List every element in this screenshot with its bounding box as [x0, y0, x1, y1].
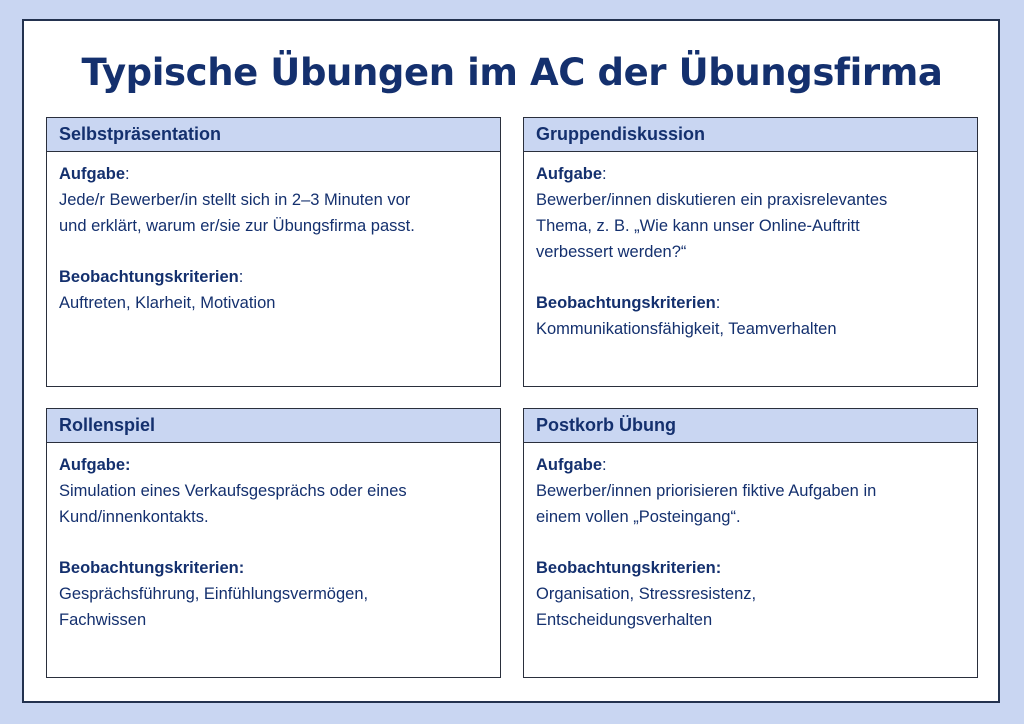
task-label: Aufgabe: [536, 456, 602, 474]
card-body: [524, 152, 977, 342]
task-label-line: [59, 161, 488, 187]
task-text-line: Kund/innenkontakts.: [59, 508, 209, 526]
card-gruppendiskussion: [523, 117, 978, 387]
task-text-line: Bewerber/innen diskutieren ein praxisrelevantes: [536, 191, 888, 209]
criteria-label: Beobachtungskriterien: [536, 294, 716, 312]
criteria-label-line: [59, 264, 488, 290]
criteria-label-line: [536, 555, 965, 581]
task-text-line: verbessert werden?“: [536, 243, 687, 261]
criteria-text-line: Gesprächsführung, Einfühlungsvermögen,: [59, 585, 369, 603]
card-body: [47, 443, 500, 633]
card-body: [47, 152, 500, 316]
page-title: Typische Übungen im AC der Übungsfirma: [81, 51, 943, 94]
task-text-line: Jede/r Bewerber/in stellt sich in 2–3 Minuten vor: [59, 191, 411, 209]
criteria-label-suffix: :: [238, 268, 244, 286]
card-heading: Gruppendiskussion: [524, 118, 977, 152]
card-heading: Postkorb Übung: [524, 409, 977, 443]
task-label-suffix: :: [602, 456, 607, 474]
card-rollenspiel: [46, 408, 501, 678]
criteria-label-line: [536, 290, 965, 316]
task-label: Aufgabe: [536, 165, 602, 183]
task-label-suffix: :: [125, 165, 130, 183]
criteria-label: Beobachtungskriterien:: [59, 559, 245, 577]
task-text-line: einem vollen „Posteingang“.: [536, 508, 741, 526]
card-heading: Rollenspiel: [47, 409, 500, 443]
criteria-label: Beobachtungskriterien: [59, 268, 239, 286]
task-text-line: Bewerber/innen priorisieren fiktive Aufgaben in: [536, 482, 877, 500]
criteria-text-line: Entscheidungsverhalten: [536, 611, 713, 629]
task-label-line: [536, 161, 965, 187]
criteria-text-line: Organisation, Stressresistenz,: [536, 585, 757, 603]
task-label: Aufgabe: [59, 165, 125, 183]
task-label-suffix: :: [602, 165, 607, 183]
criteria-text-line: Kommunikationsfähigkeit, Teamverhalten: [536, 320, 837, 338]
criteria-label-line: [59, 555, 488, 581]
criteria-label: Beobachtungskriterien:: [536, 559, 722, 577]
task-text-line: Simulation eines Verkaufsgesprächs oder eines: [59, 482, 407, 500]
task-text-line: Thema, z. B. „Wie kann unser Online-Auftritt: [536, 217, 860, 235]
task-text-line: und erklärt, warum er/sie zur Übungsfirma passt.: [59, 217, 415, 235]
criteria-label-suffix: :: [715, 294, 721, 312]
card-heading: Selbstpräsentation: [47, 118, 500, 152]
criteria-text-line: Fachwissen: [59, 611, 147, 629]
criteria-text-line: Auftreten, Klarheit, Motivation: [59, 294, 276, 312]
task-label-line: [59, 452, 488, 478]
task-label: Aufgabe:: [59, 456, 131, 474]
task-label-line: [536, 452, 965, 478]
card-body: [524, 443, 977, 633]
card-selbstpraesentation: [46, 117, 501, 387]
card-postkorb-uebung: [523, 408, 978, 678]
